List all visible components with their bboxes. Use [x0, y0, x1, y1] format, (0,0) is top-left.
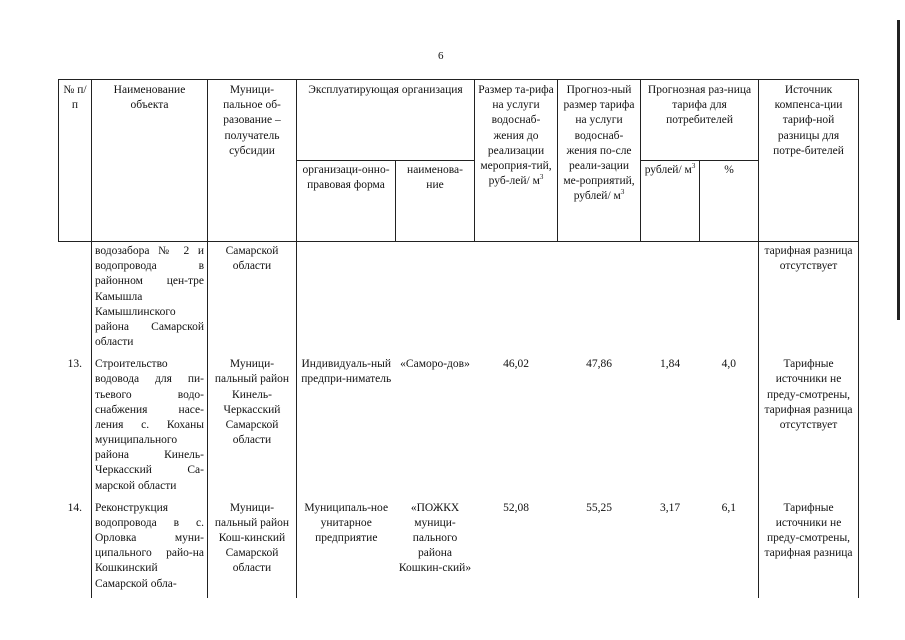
row-operator-name: «ПОЖКХ муници-пального района Кошкин-ский» — [398, 501, 472, 575]
row-municipality: Муници-пальный район Кинель-Черкасский Самарской области — [208, 356, 297, 500]
row-compensation-source: Тарифные источники не преду-смотрены, тарифная разница отсутствует — [759, 356, 859, 500]
row-municipality: Самарской области — [208, 242, 297, 357]
table-row — [59, 356, 859, 500]
header-operator: Эксплуатирующая организация — [297, 80, 475, 161]
row-diff-pct: 6,1 — [721, 501, 736, 514]
row-no — [59, 242, 92, 357]
row-object-name: Строительство водовода для пи-тьевого водо-снабжения насе-ления с. Коханы муниципального района Кинель-Черкасский Са-марской области — [92, 356, 208, 500]
row-operator-name: «Саморо-дов» — [400, 358, 470, 371]
row-operator-form — [297, 242, 396, 357]
page-number: 6 — [438, 50, 444, 62]
row-diff-rub: 3,17 — [659, 501, 681, 514]
header-operator-name: наименова-ние — [396, 161, 475, 242]
row-compensation-source: Тарифные источники не преду-смотрены, тарифная разница — [759, 500, 859, 598]
table-row — [59, 242, 859, 357]
header-compensation-source: Источник компенса-ции тариф-ной разницы для потре-бителей — [759, 80, 859, 242]
row-no: 14. — [67, 501, 82, 514]
row-compensation-source: тарифная разница отсутствует — [759, 242, 859, 357]
header-tariff-diff: Прогнозная раз-ница тарифа для потребителей — [641, 80, 759, 161]
row-tariff-before — [475, 242, 558, 357]
row-object-name: Реконструкция водопровода в с. Орловка муни-ципального райо-на Кошкинский Самарской обла- — [92, 500, 208, 598]
row-diff-pct: 4,0 — [721, 358, 736, 371]
row-object-name: водозабора № 2 и водопровода в районном цен-тре Камышла Камышлинского района Самарской области — [92, 242, 208, 357]
header-tariff-after: Прогноз-ный размер тарифа на услуги водоснаб-жения по-сле реали-зации ме-роприятий, рублей/ $м^3$ — [558, 80, 641, 242]
row-tariff-before: 46,02 — [503, 358, 529, 371]
row-tariff-before: 52,08 — [503, 501, 529, 514]
header-no: № п/п — [59, 80, 92, 242]
scan-edge-line — [897, 20, 900, 320]
row-no: 13. — [67, 358, 82, 371]
row-tariff-after — [558, 242, 641, 357]
table-row — [59, 500, 859, 598]
header-object-name: Наименование объекта — [92, 80, 208, 242]
row-municipality: Муници-пальный район Кош-кинский Самарской области — [208, 500, 297, 598]
header-municipality: Муници-пальное об-разование – получатель субсидии — [208, 80, 297, 242]
header-diff-pct: % — [700, 161, 759, 242]
row-operator-form: Индивидуаль-ный предпри-ниматель — [301, 358, 392, 386]
header-operator-form: организаци-онно-правовая форма — [297, 161, 396, 242]
row-tariff-after: 55,25 — [586, 501, 612, 514]
row-tariff-after: 47,86 — [586, 358, 612, 371]
header-tariff-before: Размер та-рифа на услуги водоснаб-жения до реализации мероприя-тий, руб-лей/ $м^3$ — [475, 80, 558, 242]
row-diff-pct — [700, 242, 759, 357]
row-operator-form: Муниципаль-ное унитарное предприятие — [304, 501, 389, 545]
header-diff-rub: рублей/ $м^3$ — [641, 161, 700, 242]
row-diff-rub: 1,84 — [659, 358, 681, 371]
tariff-table — [58, 79, 859, 598]
row-operator-name — [396, 242, 475, 357]
row-diff-rub — [641, 242, 700, 357]
